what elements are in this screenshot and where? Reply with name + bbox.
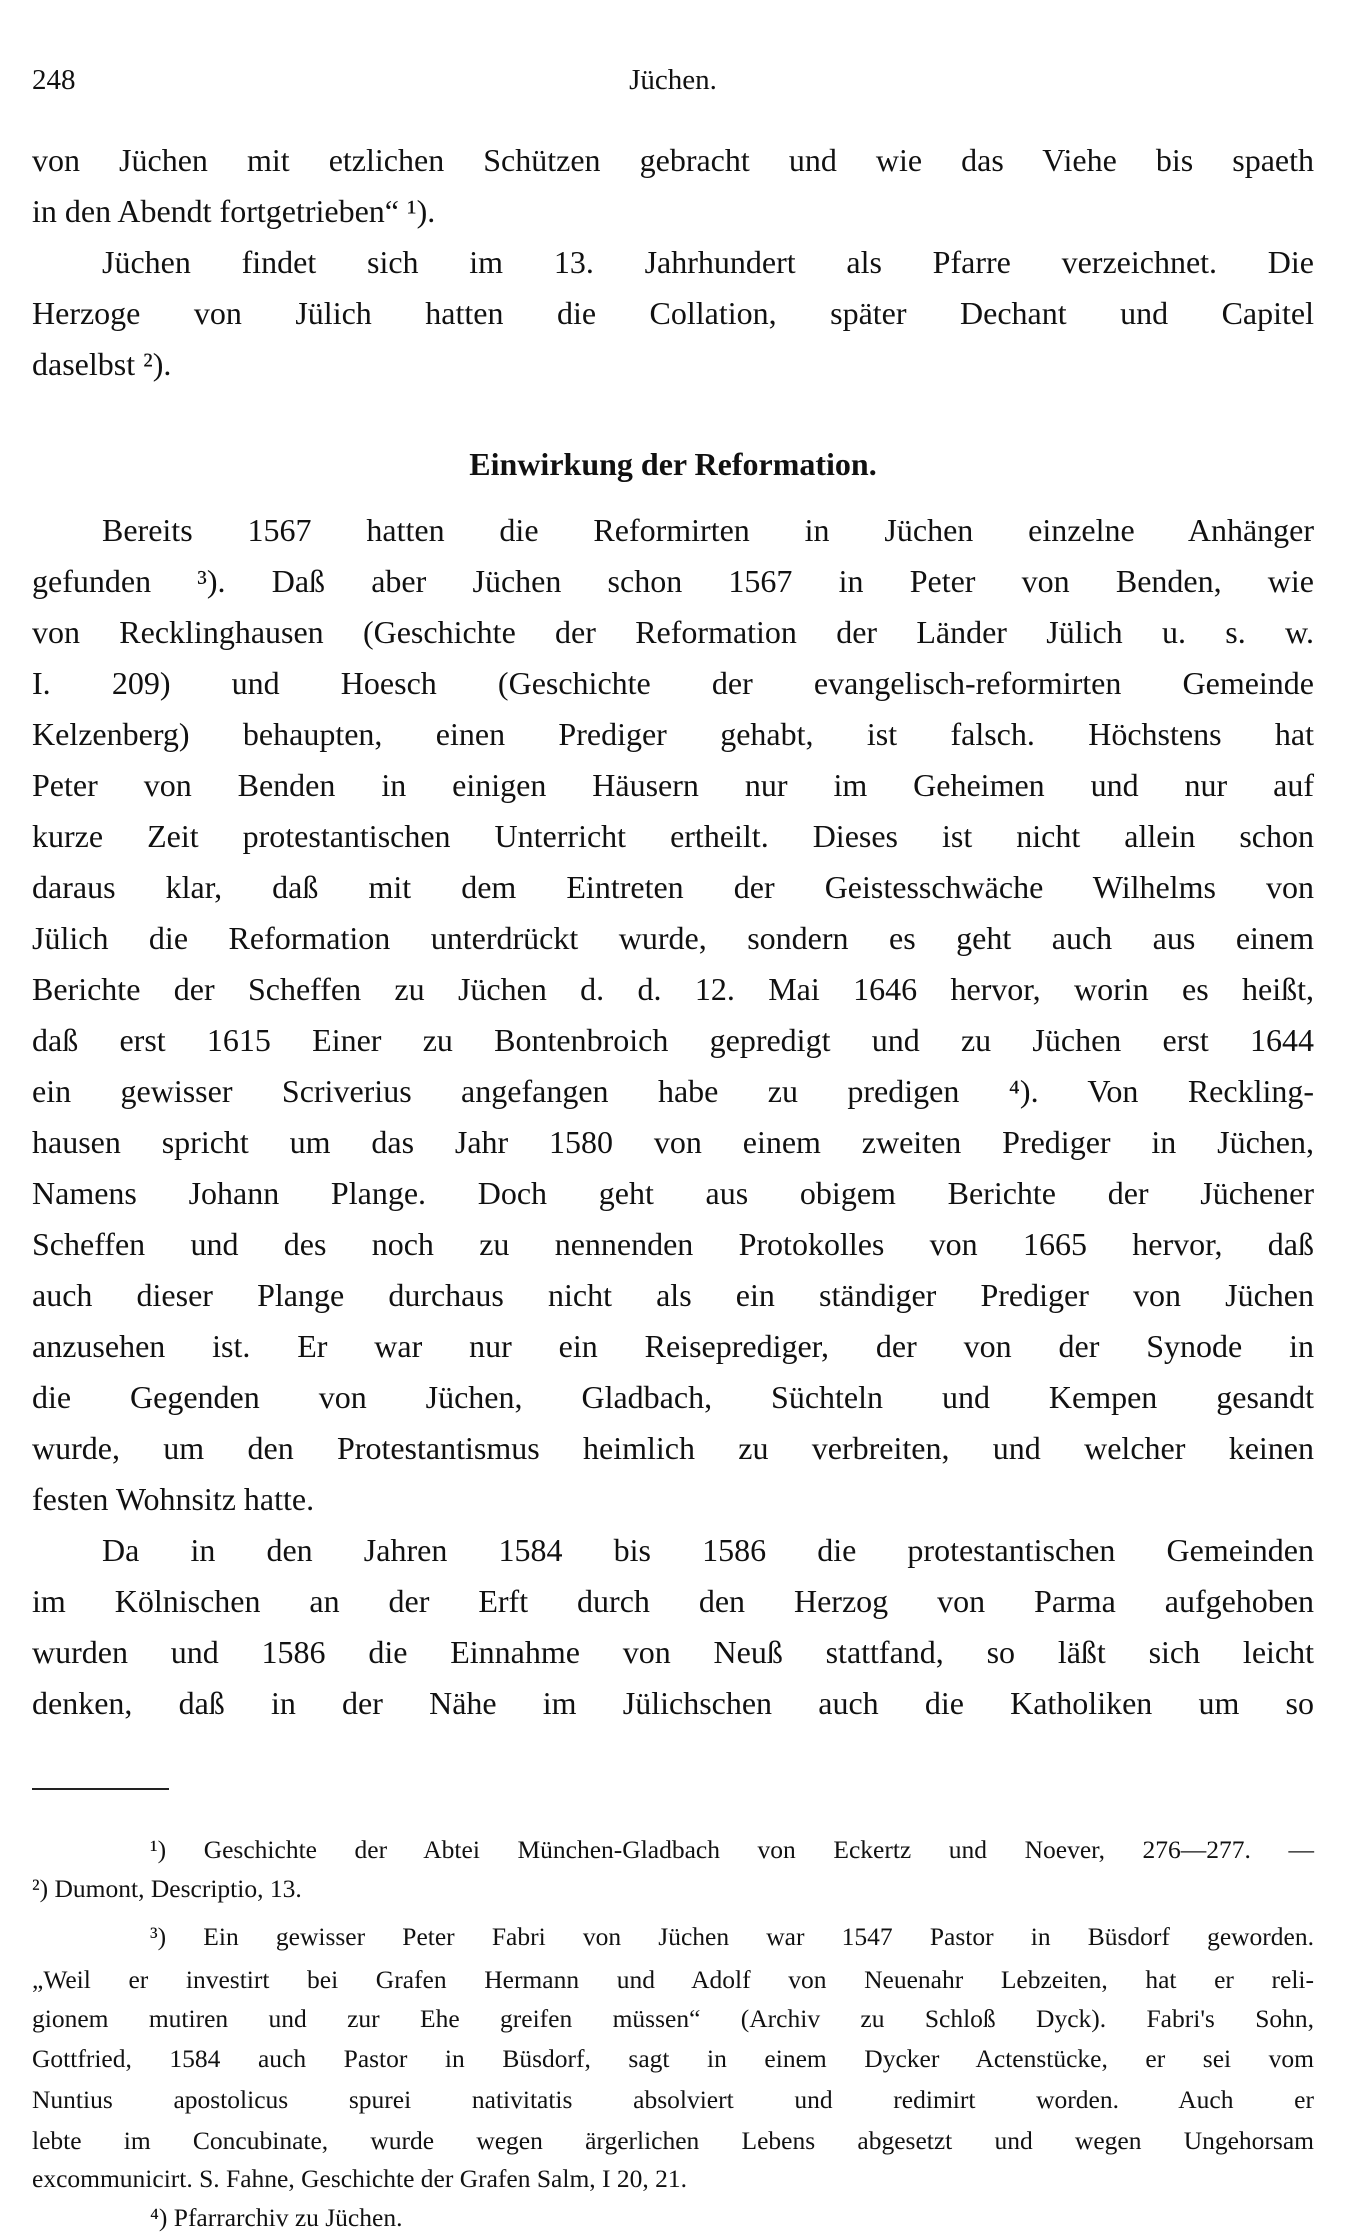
text-line: Scheffen und des noch zu nennenden Protokolles von 1665 hervor, daß (32, 1226, 1314, 1262)
text-line: gefunden ³). Daß aber Jüchen schon 1567 in Peter von Benden, wie (32, 563, 1314, 599)
footnote-line: Nuntius apostolicus spurei nativitatis absolviert und redimirt worden. Auch er (32, 2085, 1314, 2114)
text-line: Herzoge von Jülich hatten die Collation, später Dechant und Capitel (32, 295, 1314, 331)
text-line: im Kölnischen an der Erft durch den Herzog von Parma aufgehoben (32, 1583, 1314, 1619)
footnote-line: ¹) Geschichte der Abtei München-Gladbach von Eckertz und Noever, 276—277. — (150, 1835, 1314, 1864)
text-line: von Jüchen mit etzlichen Schützen gebracht und wie das Viehe bis spaeth (32, 142, 1314, 178)
text-line: Jülich die Reformation unterdrückt wurde, sondern es geht auch aus einem (32, 920, 1314, 956)
footnote-line: lebte im Concubinate, wurde wegen ärgerlichen Lebens abgesetzt und wegen Ungehorsam (32, 2126, 1314, 2155)
text-line: Kelzenberg) behaupten, einen Prediger gehabt, ist falsch. Höchstens hat (32, 716, 1314, 752)
text-line: die Gegenden von Jüchen, Gladbach, Süchteln und Kempen gesandt (32, 1379, 1314, 1415)
footnote-line: ⁴) Pfarrarchiv zu Jüchen. (150, 2203, 403, 2232)
text-line: festen Wohnsitz hatte. (32, 1481, 315, 1517)
text-line: Peter von Benden in einigen Häusern nur im Geheimen und nur auf (32, 767, 1314, 803)
text-line: denken, daß in der Nähe im Jülichschen auch die Katholiken um so (32, 1685, 1314, 1721)
footnote-line: Gottfried, 1584 auch Pastor in Büsdorf, sagt in einem Dycker Actenstücke, er sei vom (32, 2044, 1314, 2073)
text-line: anzusehen ist. Er war nur ein Reiseprediger, der von der Synode in (32, 1328, 1314, 1364)
text-line: daß erst 1615 Einer zu Bontenbroich gepredigt und zu Jüchen erst 1644 (32, 1022, 1314, 1058)
text-line: wurde, um den Protestantismus heimlich zu verbreiten, und welcher keinen (32, 1430, 1314, 1466)
text-line: daraus klar, daß mit dem Eintreten der Geistesschwäche Wilhelms von (32, 869, 1314, 905)
footnote-line: ³) Ein gewisser Peter Fabri von Jüchen war 1547 Pastor in Büsdorf geworden. (150, 1922, 1314, 1951)
section-heading: Einwirkung der Reformation. (469, 446, 877, 482)
text-line: Bereits 1567 hatten die Reformirten in Jüchen einzelne Anhänger (102, 512, 1314, 548)
text-line: ein gewisser Scriverius angefangen habe zu predigen ⁴). Von Reckling- (32, 1073, 1314, 1109)
text-line: wurden und 1586 die Einnahme von Neuß stattfand, so läßt sich leicht (32, 1634, 1314, 1670)
text-line: von Recklinghausen (Geschichte der Reformation der Länder Jülich u. s. w. (32, 614, 1314, 650)
footnote-line: excommunicirt. S. Fahne, Geschichte der Grafen Salm, I 20, 21. (32, 2164, 688, 2193)
text-line: Jüchen findet sich im 13. Jahrhundert als Pfarre verzeichnet. Die (102, 244, 1314, 280)
running-title: Jüchen. (629, 64, 717, 96)
text-line: Berichte der Scheffen zu Jüchen d. d. 12. Mai 1646 hervor, worin es heißt, (32, 971, 1314, 1007)
text-line: daselbst ²). (32, 346, 172, 382)
text-line: in den Abendt fortgetrieben“ ¹). (32, 193, 436, 229)
text-line: kurze Zeit protestantischen Unterricht ertheilt. Dieses ist nicht allein schon (32, 818, 1314, 854)
page-number: 248 (32, 64, 76, 96)
text-line: Namens Johann Plange. Doch geht aus obigem Berichte der Jüchener (32, 1175, 1314, 1211)
text-line: hausen spricht um das Jahr 1580 von einem zweiten Prediger in Jüchen, (32, 1124, 1314, 1160)
footnote-line: ²) Dumont, Descriptio, 13. (32, 1874, 302, 1903)
text-line: Da in den Jahren 1584 bis 1586 die protestantischen Gemeinden (102, 1532, 1314, 1568)
footnote-line: „Weil er investirt bei Grafen Hermann und Adolf von Neuenahr Lebzeiten, hat er reli- (32, 1965, 1314, 1994)
text-line: auch dieser Plange durchaus nicht als ein ständiger Prediger von Jüchen (32, 1277, 1314, 1313)
footnote-divider (32, 1788, 169, 1790)
footnote-line: gionem mutiren und zur Ehe greifen müssen“ (Archiv zu Schloß Dyck). Fabri's Sohn, (32, 2004, 1314, 2033)
text-line: I. 209) und Hoesch (Geschichte der evangelisch-reformirten Gemeinde (32, 665, 1314, 701)
